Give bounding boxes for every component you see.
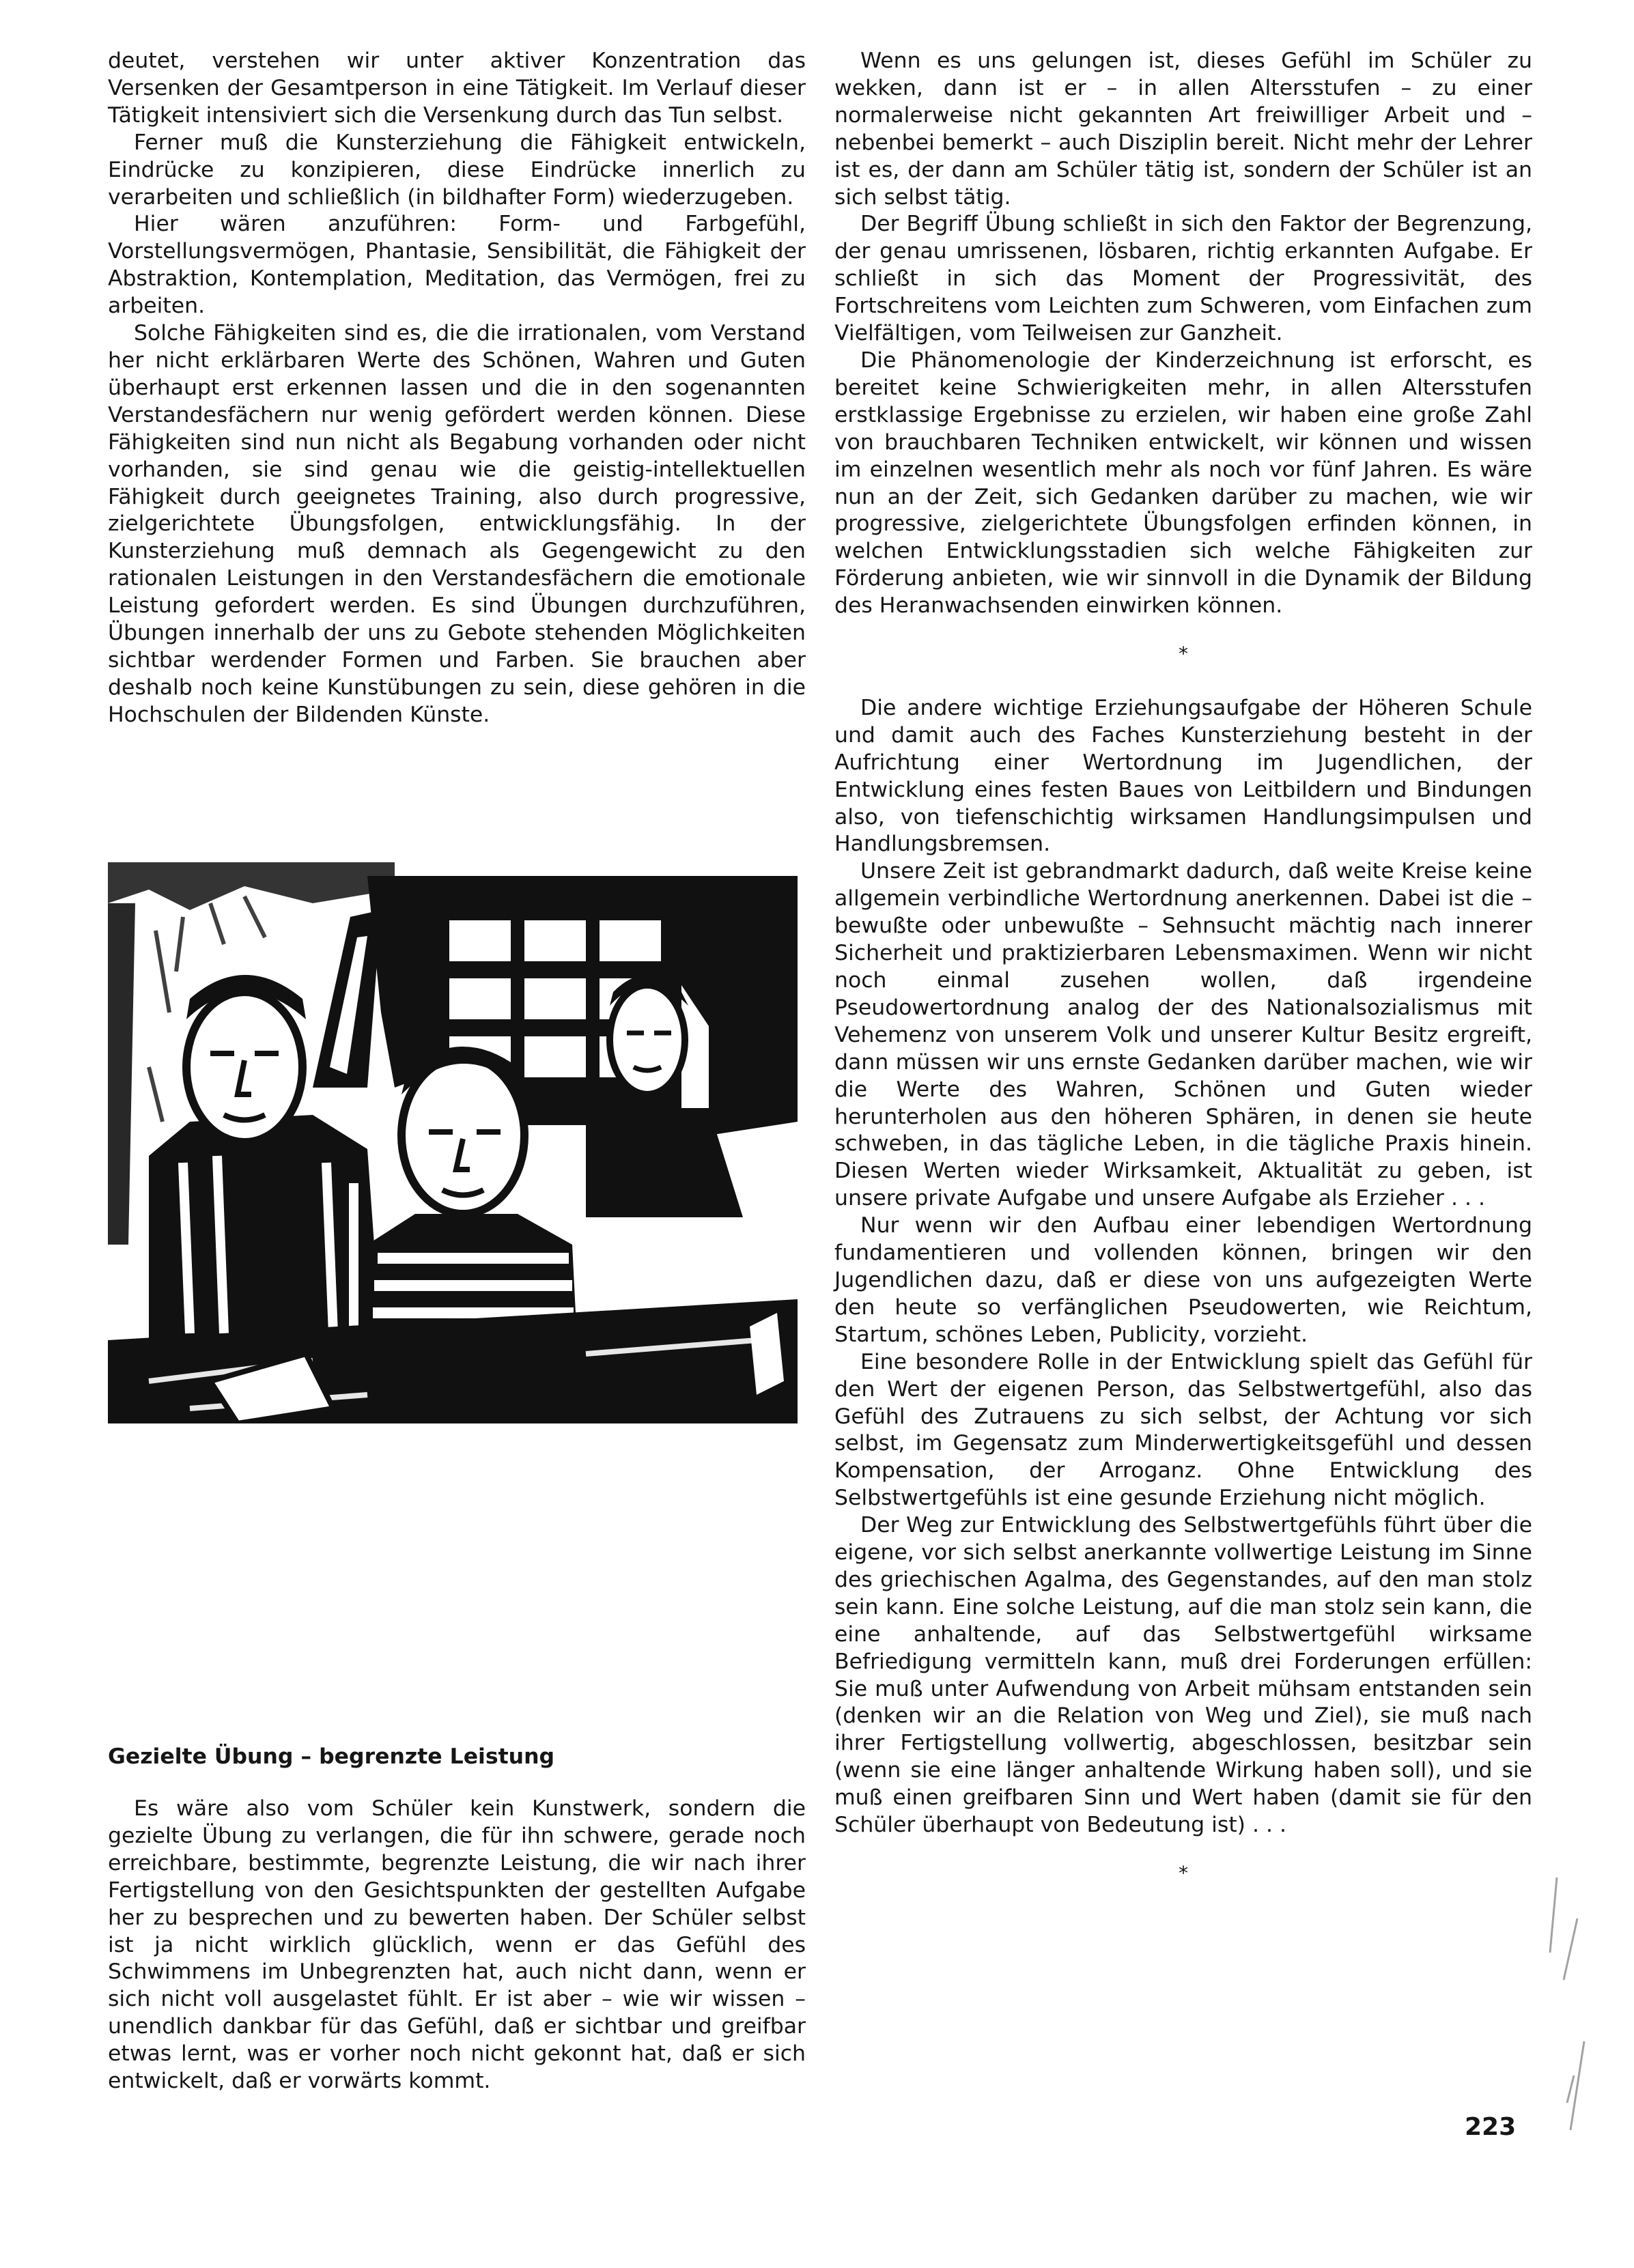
woodcut-illustration bbox=[108, 862, 798, 1423]
right-paragraph-1: Wenn es uns gelungen ist, dieses Gefühl im Schüler zu wekken, dann ist er – in allen Altersstufen – zu einer normalerweise nicht gekannten Art freiwilliger Arbeit und – nebenbei bemerkt – auch Disziplin bereit. Nicht mehr der Lehrer ist es, der dann am Schüler tätig ist, sondern der Schüler ist an sich selbst tätig. bbox=[834, 48, 1532, 210]
left-paragraph-2: Ferner muß die Kunsterziehung die Fähigkeit entwickeln, Eindrücke zu konzipieren, diese Eindrücke innerlich zu verarbeiten und schließlich (in bildhafter Form) wiederzugeben. bbox=[108, 130, 806, 210]
page-number: 223 bbox=[1465, 2113, 1517, 2141]
right-paragraph-8: Der Weg zur Entwicklung des Selbstwertgefühls führt über die eigene, vor sich selbst anerkannte vollwertige Leistung im Sinne des griechischen Agalma, des Gegenstandes, auf den man stolz sein kann. Eine solche Leistung, auf die man stolz sein kann, die eine anhaltende, auf das Selbstwertgefühl wirksame Befriedigung vermitteln kann, muß drei Forderungen erfüllen: Sie muß unter Aufwendung von Arbeit mühsam entstanden sein (denken wir an die Relation von Weg und Ziel), sie muß nach ihrer Fertigstellung vollwertig, abgeschlossen, besitzbar sein (wenn sie eine länger anhaltende Wirkung haben soll), und sie muß einen greifbaren Sinn und Wert haben (damit sie für den Schüler überhaupt von Bedeutung ist) . . . bbox=[834, 1513, 1532, 1838]
left-paragraph-4: Solche Fähigkeiten sind es, die die irrationalen, vom Verstand her nicht erklärbaren Werte des Schönen, Wahren und Guten überhaupt erst erkennen lassen und die in den sogenannten Verstandesfächern nur wenig gefördert werden können. Diese Fähigkeiten sind nun nicht als Begabung vorhanden oder nicht vorhanden, sie sind genau wie die geistig-intellektuellen Fähigkeit durch geeignetes Training, also durch progressive, zielgerichtete Übungsfolgen, entwicklungsfähig. In der Kunsterziehung muß demnach als Gegengewicht zu den rationalen Leistungen in den Verstandesfächern die emotionale Leistung gefordert werden. Es sind Übungen durchzuführen, Übungen innerhalb der uns zu Gebote stehenden Möglichkeiten sichtbar werdender Formen und Farben. Sie brauchen aber deshalb noch keine Kunstübungen zu sein, diese gehören in die Hochschulen der Bildenden Künste. bbox=[108, 321, 806, 727]
right-paragraph-6: Nur wenn wir den Aufbau einer lebendigen Wertordnung fundamentieren und vollenden können, bringen wir den Jugendlichen dazu, daß er diese von uns aufgezeigten Werte den heute so verfänglichen Pseudowerten, wie Reichtum, Startum, schönes Leben, Publicity, vorzieht. bbox=[834, 1213, 1532, 1347]
right-paragraph-3: Die Phänomenologie der Kinderzeichnung ist erforscht, es bereitet keine Schwierigkeiten mehr, in allen Altersstufen erstklassige Ergebnisse zu erzielen, wir haben eine große Zahl von brauchbaren Techniken entwickelt, wir können und wissen im einzelnen wesentlich mehr als noch vor fünf Jahren. Es wäre nun an der Zeit, sich Gedanken darüber zu machen, wie wir progressive, zielgerichtete Übungsfolgen erfinden können, in welchen Entwicklungsstadien sich welche Fähigkeiten zur Förderung anbieten, wie wir sinnvoll in die Dynamik der Bildung des Heranwachsenden einwirken können. bbox=[834, 348, 1532, 619]
pencil-margin-marks bbox=[1536, 1871, 1598, 2157]
right-paragraph-5: Unsere Zeit ist gebrandmarkt dadurch, daß weite Kreise keine allgemein verbindliche Wertordnung anerkennen. Dabei ist die – bewußte oder unbewußte – Sehnsucht mächtig nach innerer Sicherheit und praktizierbaren Lebensmaximen. Wenn wir nicht noch einmal zusehen wollen, daß irgendeine Pseudowertordnung analog der des Nationalsozialismus mit Vehemenz von unserem Volk und unserer Kultur Besitz ergreift, dann müssen wir uns ernste Gedanken darüber machen, wie wir die Werte des Wahren, Schönen und Guten wieder herunterholen aus den höheren Sphären, in denen sie heute schweben, in das tägliche Leben, in die tägliche Praxis hinein. Diesen Werten wieder Wirksamkeit, Aktualität zu geben, ist unsere private Aufgabe und unsere Aufgabe als Erzieher . . . bbox=[834, 859, 1532, 1211]
section-separator: * bbox=[1179, 642, 1188, 666]
end-separator: * bbox=[1179, 1862, 1188, 1884]
right-column bbox=[834, 48, 1532, 1908]
right-paragraph-7: Eine besondere Rolle in der Entwicklung spielt das Gefühl für den Wert der eigenen Person, das Selbstwertgefühl, also das Gefühl des Zutrauens zu sich selbst, der Achtung vor sich selbst, im Gegensatz zum Minderwertigkeitsgefühl und dessen Kompensation, der Arroganz. Ohne Entwicklung des Selbstwertgefühls ist eine gesunde Erziehung nicht möglich. bbox=[834, 1349, 1532, 1511]
section-heading: Gezielte Übung – begrenzte Leistung bbox=[108, 1744, 555, 1769]
right-paragraph-4: Die andere wichtige Erziehungsaufgabe der Höheren Schule und damit auch des Faches Kunsterziehung besteht in der Aufrichtung einer Wertordnung im Jugendlichen, der Entwicklung eines festen Baues von Leitbildern und Bindungen also, von tiefenschichtig wirksamen Handlungsimpulsen und Handlungsbremsen. bbox=[834, 695, 1532, 857]
left-paragraph-5: Es wäre also vom Schüler kein Kunstwerk, sondern die gezielte Übung zu verlangen, die für ihn schwere, gerade noch erreichbare, bestimmte, begrenzte Leistung, die wir nach ihrer Fertigstellung von den Gesichtspunkten der gestellten Aufgabe her zu besprechen und zu bewerten haben. Der Schüler selbst ist ja nicht wirklich glücklich, wenn er das Gefühl des Schwimmens im Unbegrenzten hat, auch nicht dann, wenn er sich nicht voll ausgelastet fühlt. Er ist aber – wie wir wissen – unendlich dankbar für das Gefühl, daß er sichtbar und greifbar etwas lernt, was er vorher noch nicht gekonnt hat, daß er sich entwickelt, daß er vorwärts kommt. bbox=[108, 1796, 806, 2094]
left-column-bottom bbox=[108, 1796, 806, 2095]
right-paragraph-2: Der Begriff Übung schließt in sich den Faktor der Begrenzung, der genau umrissenen, lösbaren, richtig erkannten Aufgabe. Er schließt in sich das Moment der Progressivität, des Fortschreitens vom Leichten zum Schweren, vom Einfachen zum Vielfältigen, vom Teilweisen zur Ganzheit. bbox=[834, 212, 1532, 346]
left-paragraph-1: deutet, verstehen wir unter aktiver Konzentration das Versenken der Gesamtperson in eine Tätigkeit. Im Verlauf dieser Tätigkeit intensiviert sich die Versenkung durch das Tun selbst. bbox=[108, 48, 806, 128]
left-paragraph-3: Hier wären anzuführen: Form- und Farbgefühl, Vorstellungsvermögen, Phantasie, Sensibilität, die Fähigkeit der Abstraktion, Kontemplation, Meditation, das Vermögen, frei zu arbeiten. bbox=[108, 212, 806, 319]
left-column bbox=[108, 48, 806, 729]
